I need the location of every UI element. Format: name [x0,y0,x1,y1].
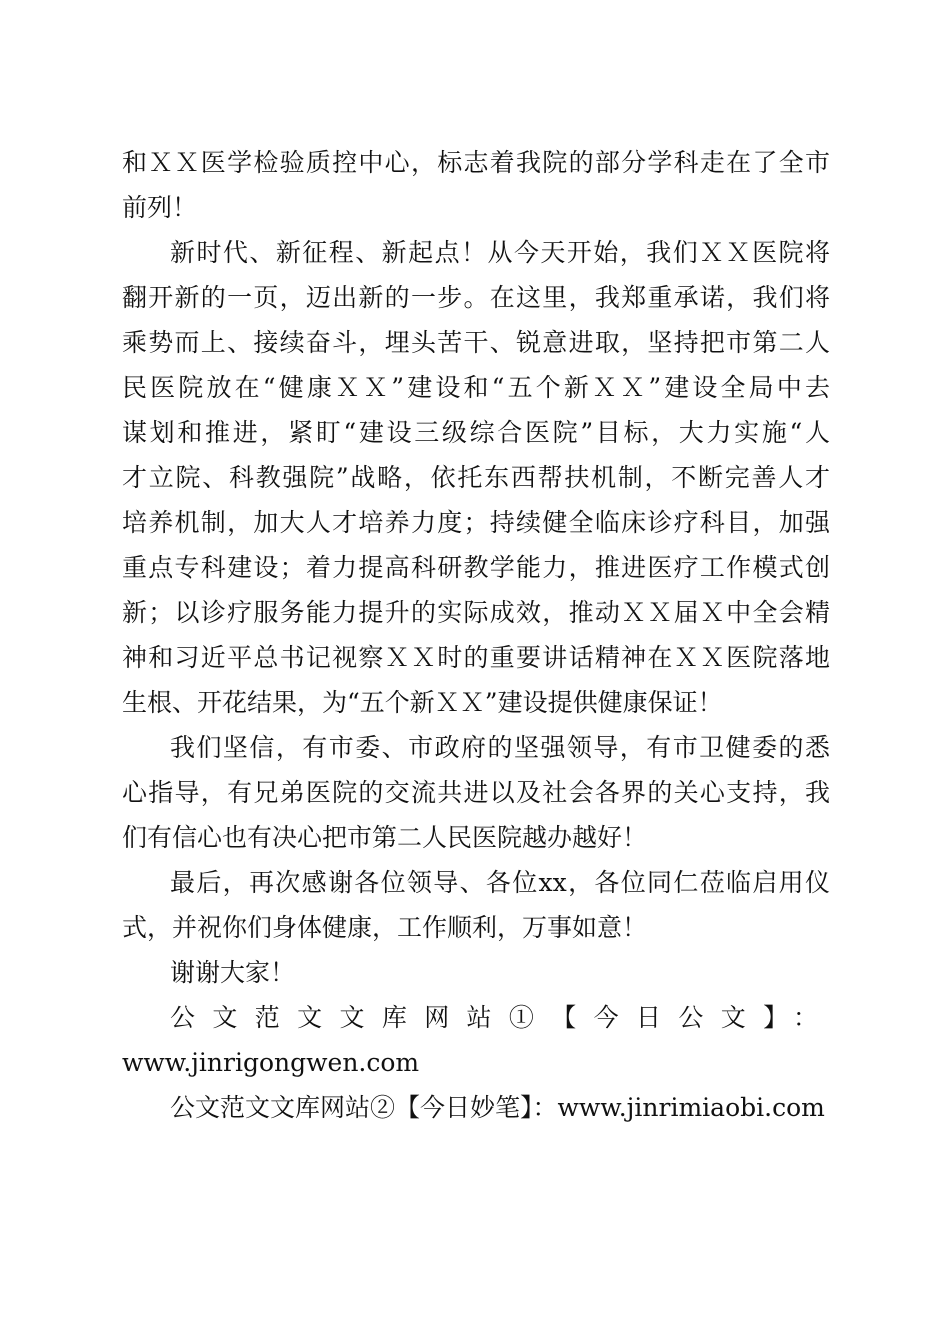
website-line-2: 公文范文文库网站②【今日妙笔】：www.jinrimiaobi.com [170,1093,825,1122]
text-line: 们有信心也有决心把市第二人民医院越办越好！ [122,823,648,852]
text-line: 乘势而上、接续奋斗，埋头苦干、锐意进取，坚持把市第二人 [122,328,830,357]
text-line: 谋划和推进，紧盯“建设三级综合医院”目标，大力实施“人 [122,418,830,447]
text-line: 民医院放在“健康ＸＸ”建设和“五个新ＸＸ”建设全局中去 [122,373,830,402]
paragraph-start-line: 新时代、新征程、新起点！从今天开始，我们ＸＸ医院将 [170,238,830,267]
paragraph-start-line: 我们坚信，有市委、市政府的坚强领导，有市卫健委的悉 [170,733,830,762]
text-line: 前列！ [122,193,198,222]
text-line: 和ＸＸ医学检验质控中心，标志着我院的部分学科走在了全市 [122,148,830,177]
text-line: 重点专科建设；着力提高科研教学能力，推进医疗工作模式创 [122,553,830,582]
text-line: 心指导，有兄弟医院的交流共进以及社会各界的关心支持，我 [122,778,830,807]
closing-line: 谢谢大家！ [170,958,296,987]
text-line: 才立院、科教强院”战略，依托东西帮扶机制，不断完善人才 [122,463,830,492]
text-line: 培养机制，加大人才培养力度；持续健全临床诊疗科目，加强 [122,508,830,537]
text-line: 翻开新的一页，迈出新的一步。在这里，我郑重承诺，我们将 [122,283,830,312]
text-line: 新；以诊疗服务能力提升的实际成效，推动ＸＸ届Ｘ中全会精 [122,598,830,627]
document-body [122,140,830,1130]
text-line: 神和习近平总书记视察ＸＸ时的重要讲话精神在ＸＸ医院落地 [122,643,830,672]
text-line: 式，并祝你们身体健康，工作顺利，万事如意！ [122,913,648,942]
website-url-1: www.jinrigongwen.com [122,1048,420,1077]
website-line-1: 公文范文文库网站①【今日公文】： [170,1003,830,1032]
text-line: 生根、开花结果，为“五个新ＸＸ”建设提供健康保证！ [122,688,723,717]
paragraph-start-line: 最后，再次感谢各位领导、各位xx，各位同仁莅临启用仪 [170,868,830,897]
